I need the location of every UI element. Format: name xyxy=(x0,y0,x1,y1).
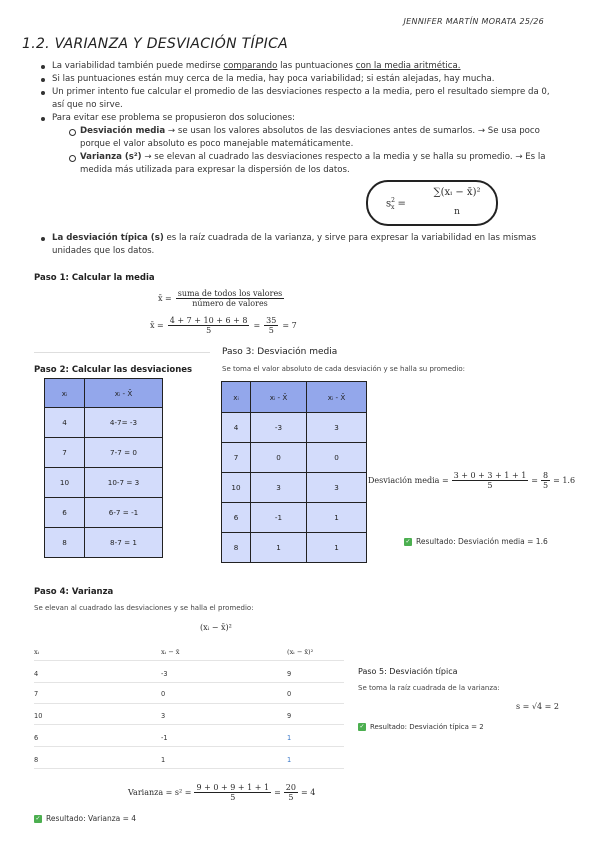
var-header-dev: xᵢ − x̄ xyxy=(161,648,180,656)
formula-denominator: n xyxy=(454,207,460,217)
table-row xyxy=(222,443,367,473)
table-cell: 7-7 = 0 xyxy=(85,438,163,468)
var-num: 9 + 0 + 9 + 1 + 1 xyxy=(196,783,270,792)
table-row xyxy=(222,533,367,563)
table-cell: 1 xyxy=(307,503,367,533)
mean-f1-num: suma de todos los valores xyxy=(177,289,283,298)
md-num2: 8 xyxy=(542,471,549,480)
table-cell: -3 xyxy=(251,413,307,443)
table-cell: 0 xyxy=(307,443,367,473)
sub-bullet-2-text: → se elevan al cuadrado las desviaciones respecto a la media y se halla su promedio. → Es la medida más utilizada para expresar la dispersión de los datos. xyxy=(80,152,546,175)
mean-formula-2 xyxy=(150,316,297,335)
var-cell: 9 xyxy=(287,712,292,720)
header-cell: xᵢ - X̄ xyxy=(307,382,367,413)
table-row xyxy=(45,498,163,528)
table-cell: 6 xyxy=(222,503,251,533)
var-result-text: Resultado: Varianza = 4 xyxy=(46,814,137,823)
table-rule xyxy=(34,746,344,747)
bullet-1-underline-1: comparando xyxy=(223,61,278,71)
bullet-4-text: Para evitar ese problema se propusieron dos soluciones: xyxy=(52,113,295,123)
variance-formula-box xyxy=(366,180,498,226)
table-rule xyxy=(34,703,344,704)
table-cell: 0 xyxy=(251,443,307,473)
check-icon: ✓ xyxy=(405,538,411,545)
var-cell: 7 xyxy=(34,690,39,698)
step-1-title: Paso 1: Calcular la media xyxy=(34,273,155,283)
sub-bullet-varianza xyxy=(66,151,553,177)
table-cell: 6 xyxy=(45,498,85,528)
step-3-note: Se toma el valor absoluto de cada desviación y se halla su promedio: xyxy=(222,365,466,373)
header-cell: xᵢ - X̄ xyxy=(251,382,307,413)
mean-f2-result: = 7 xyxy=(282,321,297,330)
var-cell: 8 xyxy=(34,756,39,764)
md-fraction-2 xyxy=(541,471,550,490)
table-cell: 4 xyxy=(45,408,85,438)
formula-numerator: ∑(xᵢ − x̄)² xyxy=(433,187,481,198)
md-result: = 1.6 xyxy=(553,476,576,485)
var-den2: 5 xyxy=(288,793,294,802)
mean-f2-num2: 35 xyxy=(266,316,277,325)
sub-bullet-list xyxy=(66,125,553,177)
step-5-note: Se toma la raíz cuadrada de la varianza: xyxy=(358,684,500,692)
table-row xyxy=(222,413,367,443)
mean-deviation-table xyxy=(221,381,367,563)
var-cell: -1 xyxy=(161,734,168,742)
bullet-2: Si las puntuaciones están muy cerca de la media, hay poca variabilidad; si están alejadas, hay mucha. xyxy=(38,73,553,86)
table-cell: 4-7= -3 xyxy=(85,408,163,438)
formula-lhs: $s^2_x$ = xyxy=(386,197,406,212)
step-4-note: Se elevan al cuadrado las desviaciones y se halla el promedio: xyxy=(34,604,254,612)
var-result: = 4 xyxy=(300,788,316,797)
header-cell: xᵢ xyxy=(45,379,85,408)
table-cell: 1 xyxy=(251,533,307,563)
sub-bullet-2-bold: Varianza (s²) xyxy=(80,152,142,162)
md-num: 3 + 0 + 3 + 1 + 1 xyxy=(453,471,527,480)
table-row xyxy=(45,408,163,438)
formula-lhs-sub: x xyxy=(390,204,395,212)
bullet-list-2 xyxy=(38,232,553,258)
var-cell: 6 xyxy=(34,734,39,742)
bullet-3: Un primer intento fue calcular el promedio de las desviaciones respecto a la media, pero el resultado siempre da 0, así que no sirve. xyxy=(38,86,553,112)
md-den2: 5 xyxy=(542,481,549,490)
var-cell: 1 xyxy=(161,756,166,764)
var-cell: 0 xyxy=(161,690,166,698)
bullet-1-underline-2: con la media aritmética. xyxy=(355,61,461,71)
bullet-list xyxy=(38,60,553,177)
table-header-row xyxy=(45,379,163,408)
table-cell: 8 xyxy=(45,528,85,558)
variance-formula xyxy=(128,783,315,802)
var-eq: = xyxy=(274,788,281,797)
header-cell: xᵢ xyxy=(222,382,251,413)
step-4-title: Paso 4: Varianza xyxy=(34,587,114,597)
table-cell: 4 xyxy=(222,413,251,443)
md-den: 5 xyxy=(487,481,493,490)
formula-lhs-sup: 2 xyxy=(391,197,395,204)
step-3-title: Paso 3: Desviación media xyxy=(222,347,338,357)
table-cell: 8 xyxy=(222,533,251,563)
md-eq: = xyxy=(531,476,538,485)
author-header: JENNIFER MARTÍN MORATA 25/26 xyxy=(403,17,544,26)
table-row xyxy=(45,468,163,498)
var-header-xi: xᵢ xyxy=(34,648,40,656)
var-cell: 9 xyxy=(287,670,292,678)
mean-f2-lhs: x̄ = xyxy=(150,321,164,330)
step-2-title: Paso 2: Calcular las desviaciones xyxy=(34,365,193,375)
table-row xyxy=(222,473,367,503)
deviations-table xyxy=(44,378,163,558)
sub-bullet-1-text: → se usan los valores absolutos de las desviaciones antes de sumarlos. → Se usa poco porque el valor absoluto es poco manejable matemáticamente. xyxy=(80,126,540,149)
mean-f2-fraction xyxy=(168,316,250,335)
bullet-4 xyxy=(38,112,553,177)
formula-lhs-s: s xyxy=(386,198,392,210)
check-icon: ✓ xyxy=(359,723,365,730)
mean-deviation-formula xyxy=(368,471,575,490)
std-dev-result xyxy=(358,723,484,731)
var-num2: 20 xyxy=(285,783,296,792)
table-rule xyxy=(34,724,344,725)
bullet-1-mid: las puntuaciones xyxy=(277,61,356,71)
table-cell: 1 xyxy=(307,533,367,563)
table-cell: 10 xyxy=(45,468,85,498)
var-cell: 1 xyxy=(287,734,292,742)
mean-f2-den2: 5 xyxy=(268,326,274,335)
var-cell: 4 xyxy=(34,670,39,678)
mean-f2-fraction-2 xyxy=(264,316,278,335)
mean-f2-eq: = xyxy=(253,321,261,330)
var-cell: 0 xyxy=(287,690,292,698)
table-cell: -1 xyxy=(251,503,307,533)
std-result-text: Resultado: Desviación típica = 2 xyxy=(370,723,484,731)
std-dev-formula: s = √4 = 2 xyxy=(516,702,559,711)
bullet-1-text: La variabilidad también puede medirse xyxy=(52,61,224,71)
divider xyxy=(34,352,210,353)
var-header-sq: (xᵢ − x̄)² xyxy=(287,648,314,656)
var-den: 5 xyxy=(230,793,236,802)
table-rule xyxy=(34,660,344,661)
var-formula-lhs: Varianza = s² = xyxy=(128,788,192,797)
table-cell: 6-7 = -1 xyxy=(85,498,163,528)
table-cell: 8-7 = 1 xyxy=(85,528,163,558)
bullet-1 xyxy=(38,60,553,73)
sub-bullet-desviacion-media xyxy=(66,125,553,151)
var-cell: -3 xyxy=(161,670,168,678)
var-fraction xyxy=(194,783,271,802)
step-5-title: Paso 5: Desviación típica xyxy=(358,667,458,676)
table-cell: 7 xyxy=(45,438,85,468)
var-cell: 3 xyxy=(161,712,166,720)
var-fraction-2 xyxy=(284,783,298,802)
mean-f2-num: 4 + 7 + 10 + 6 + 8 xyxy=(169,316,248,325)
mean-f1-fraction xyxy=(176,289,285,308)
check-icon: ✓ xyxy=(35,815,41,822)
md-formula-lhs: Desviación media = xyxy=(368,476,449,485)
var-cell: 10 xyxy=(34,712,43,720)
mean-f2-den: 5 xyxy=(206,326,212,335)
bullet-5-text: es la raíz cuadrada de la varianza, y sirve para expresar la variabilidad en las mismas unidades que los datos. xyxy=(52,233,537,256)
table-row xyxy=(222,503,367,533)
var-cell: 1 xyxy=(287,756,292,764)
table-row xyxy=(45,528,163,558)
mean-f1-den: número de valores xyxy=(192,299,268,308)
md-fraction xyxy=(452,471,529,490)
table-cell: 3 xyxy=(307,473,367,503)
table-cell: 3 xyxy=(307,413,367,443)
page-title: 1.2. VARIANZA Y DESVIACIÓN TÍPICA xyxy=(22,36,289,52)
md-result-text: Resultado: Desviación media = 1.6 xyxy=(416,537,548,546)
table-cell: 3 xyxy=(251,473,307,503)
table-header-row xyxy=(222,382,367,413)
mean-f1-lhs: x̄ = xyxy=(158,294,172,303)
table-cell: 7 xyxy=(222,443,251,473)
bullet-desviacion-tipica xyxy=(38,232,553,258)
bullet-5-bold: La desviación típica (s) xyxy=(52,233,164,243)
sub-bullet-1-bold: Desviación media xyxy=(80,126,166,136)
table-row xyxy=(45,438,163,468)
table-cell: 10 xyxy=(222,473,251,503)
table-rule xyxy=(34,768,344,769)
mean-deviation-result xyxy=(404,537,548,546)
table-cell: 10-7 = 3 xyxy=(85,468,163,498)
header-cell: xᵢ - X̄ xyxy=(85,379,163,408)
step-4-expression: (xᵢ − x̄)² xyxy=(200,623,232,632)
variance-result xyxy=(34,814,136,823)
table-rule xyxy=(34,682,344,683)
mean-formula-1 xyxy=(158,289,284,308)
